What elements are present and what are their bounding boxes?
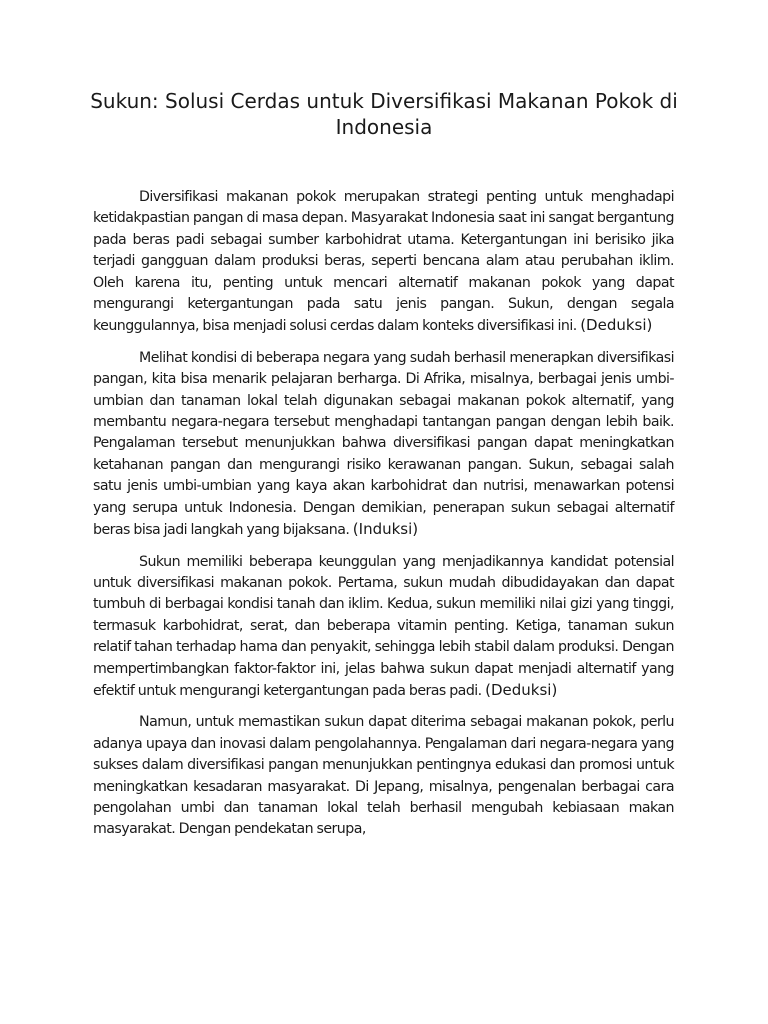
document-body — [93, 187, 674, 851]
paragraph-text: Diversifikasi makanan pokok merupakan strategi penting untuk menghadapi ketidakpastian pangan di masa depan. Masyarakat Indonesia saat ini sangat bergantung pada beras padi sebagai sumber karbohidrat utama. Ketergantungan ini berisiko jika terjadi gangguan dalam produksi beras, seperti bencana alam atau perubahan iklim. Oleh karena itu, penting untuk mencari alternatif makanan pokok yang dapat mengurangi ketergantungan pada satu jenis pangan. Sukun, dengan segala keunggulannya, bisa menjadi solusi cerdas dalam konteks diversifikasi ini. — [93, 189, 674, 335]
paragraph-1 — [93, 187, 674, 338]
paragraph-2 — [93, 348, 674, 542]
reasoning-tag: (Deduksi) — [485, 680, 558, 699]
document-title: Sukun: Solusi Cerdas untuk Diversifikasi Makanan Pokok di Indonesia — [90, 89, 678, 139]
paragraph-text: Melihat kondisi di beberapa negara yang sudah berhasil menerapkan diversifikasi pangan, kita bisa menarik pelajaran berharga. Di Afrika, misalnya, berbagai jenis umbi-umbian dan tanaman lokal telah digunakan sebagai makanan pokok alternatif, yang membantu negara-negara tersebut menghadapi tantangan pangan dengan lebih baik. Pengalaman tersebut menunjukkan bahwa diversifikasi pangan dapat meningkatkan ketahanan pangan dan mengurangi risiko kerawanan pangan. Sukun, sebagai salah satu jenis umbi-umbian yang kaya akan karbohidrat dan nutrisi, menawarkan potensi yang serupa untuk Indonesia. Dengan demikian, penerapan sukun sebagai alternatif beras bisa jadi langkah yang bijaksana. — [93, 349, 674, 539]
reasoning-tag: (Induksi) — [352, 520, 419, 539]
paragraph-4 — [93, 712, 674, 840]
reasoning-tag: (Deduksi) — [580, 316, 653, 335]
paragraph-3 — [93, 552, 674, 703]
paragraph-text: Sukun memiliki beberapa keunggulan yang menjadikannya kandidat potensial untuk diversifikasi makanan pokok. Pertama, sukun mudah dibudidayakan dan dapat tumbuh di berbagai kondisi tanah dan iklim. Kedua, sukun memiliki nilai gizi yang tinggi, termasuk karbohidrat, serat, dan beberapa vitamin penting. Ketiga, tanaman sukun relatif tahan terhadap hama dan penyakit, sehingga lebih stabil dalam produksi. Dengan mempertimbangkan faktor-faktor ini, jelas bahwa sukun dapat menjadi alternatif yang efektif untuk mengurangi ketergantungan pada beras padi. — [93, 553, 674, 699]
paragraph-text: Namun, untuk memastikan sukun dapat diterima sebagai makanan pokok, perlu adanya upaya dan inovasi dalam pengolahannya. Pengalaman dari negara-negara yang sukses dalam diversifikasi pangan menunjukkan pentingnya edukasi dan promosi untuk meningkatkan kesadaran masyarakat. Di Jepang, misalnya, pengenalan berbagai cara pengolahan umbi dan tanaman lokal telah berhasil mengubah kebiasaan makan masyarakat. Dengan pendekatan serupa, — [93, 714, 674, 838]
